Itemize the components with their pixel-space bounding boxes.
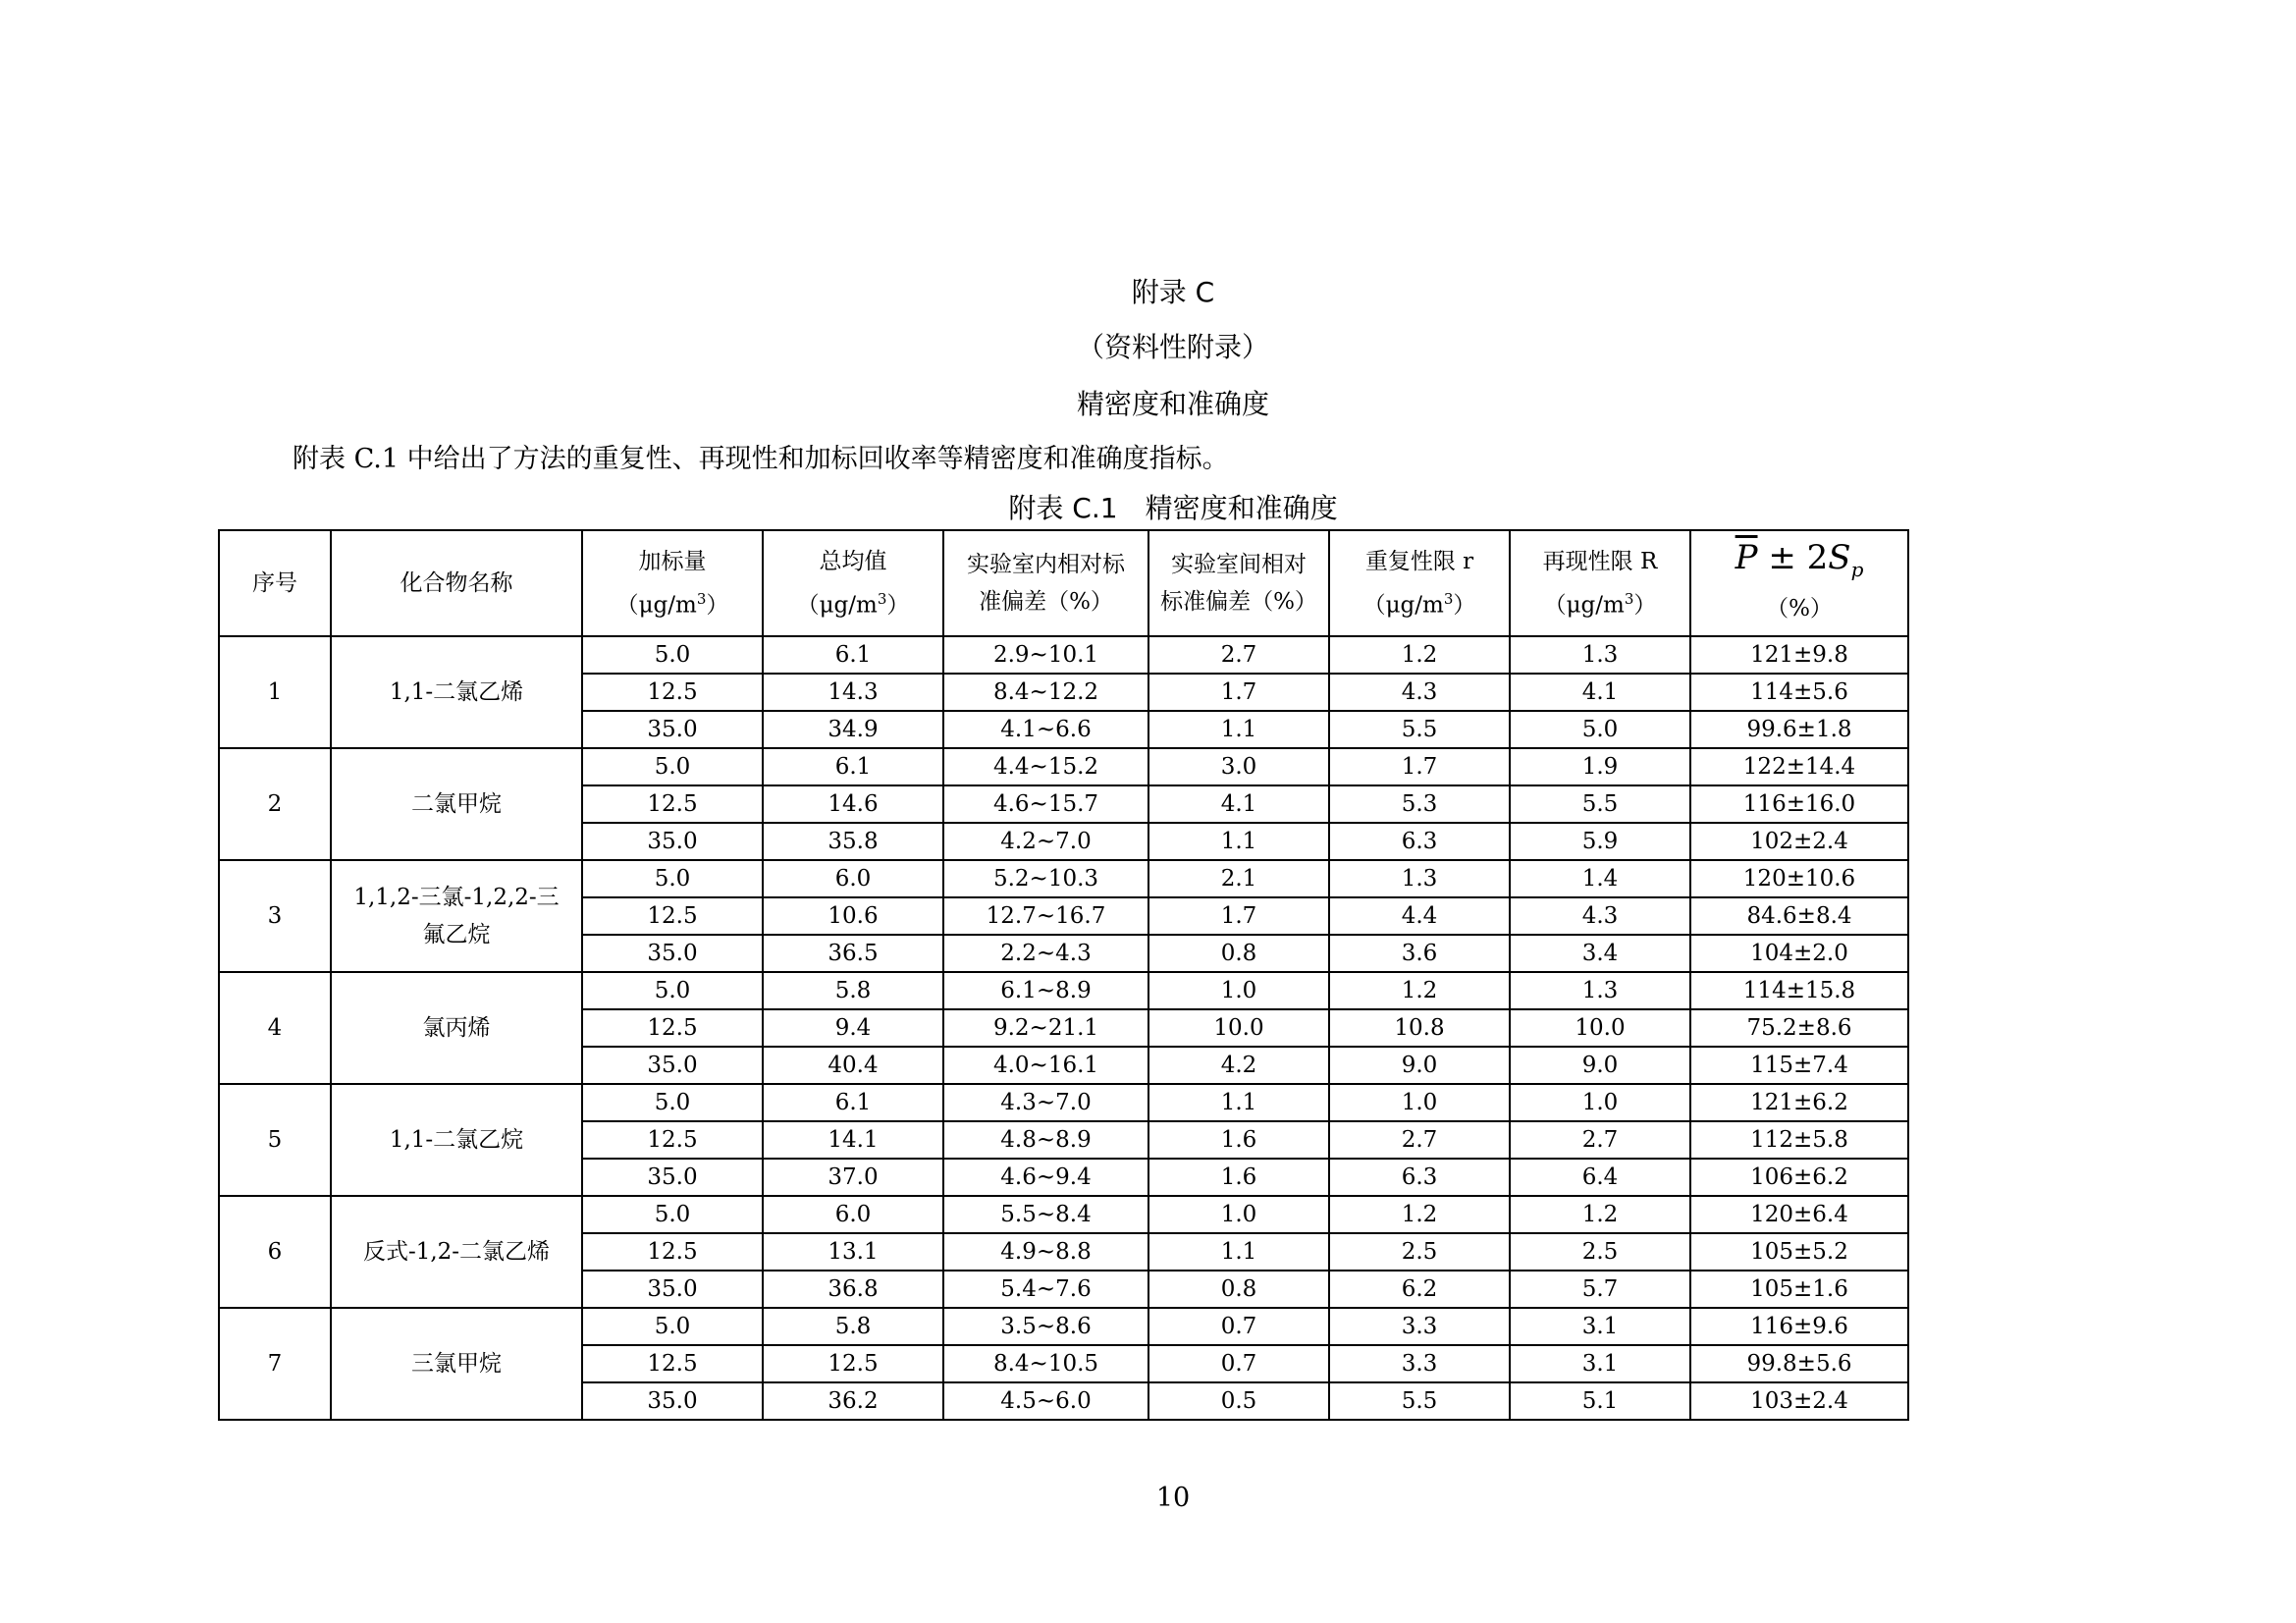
reproducibility-cell: 3.1 xyxy=(1510,1345,1690,1382)
header-within-rsd-line2: 准偏差（%） xyxy=(979,589,1113,615)
table-row xyxy=(219,1196,1908,1233)
within-rsd-cell: 4.3~7.0 xyxy=(943,1084,1148,1121)
header-reprod-unit: （μg/m xyxy=(1543,592,1625,619)
table-row xyxy=(219,636,1908,674)
header-repeat-unit: （μg/m xyxy=(1362,592,1444,619)
header-reprod-unit-sup: 3 xyxy=(1624,589,1634,608)
header-reproducibility-limit xyxy=(1510,530,1690,636)
recovery-cell: 112±5.8 xyxy=(1690,1121,1908,1159)
compound-name-cell: 三氯甲烷 xyxy=(331,1308,582,1420)
compound-name-cell: 二氯甲烷 xyxy=(331,748,582,860)
repeatability-cell: 1.0 xyxy=(1329,1084,1510,1121)
spike-cell: 35.0 xyxy=(582,823,763,860)
reproducibility-cell: 5.1 xyxy=(1510,1382,1690,1420)
mean-cell: 14.3 xyxy=(763,674,943,711)
recovery-cell: 99.8±5.6 xyxy=(1690,1345,1908,1382)
page-number: 10 xyxy=(1155,1483,1191,1513)
intro-paragraph: 附表 C.1 中给出了方法的重复性、再现性和加标回收率等精密度和准确度指标。 xyxy=(293,444,1229,474)
precision-accuracy-table xyxy=(218,529,1909,1421)
within-rsd-cell: 4.2~7.0 xyxy=(943,823,1148,860)
header-spike-amount xyxy=(582,530,763,636)
between-rsd-cell: 1.1 xyxy=(1148,823,1329,860)
mean-cell: 36.2 xyxy=(763,1382,943,1420)
header-repeat-label: 重复性限 r xyxy=(1364,548,1474,574)
within-rsd-cell: 5.5~8.4 xyxy=(943,1196,1148,1233)
repeatability-cell: 1.2 xyxy=(1329,972,1510,1009)
compound-name-cell xyxy=(331,860,582,972)
within-rsd-cell: 8.4~10.5 xyxy=(943,1345,1148,1382)
seq-cell: 7 xyxy=(219,1308,331,1420)
reproducibility-cell: 1.3 xyxy=(1510,972,1690,1009)
between-rsd-cell: 1.6 xyxy=(1148,1121,1329,1159)
mean-cell: 10.6 xyxy=(763,897,943,935)
reproducibility-cell: 5.5 xyxy=(1510,785,1690,823)
spike-cell: 12.5 xyxy=(582,1009,763,1047)
compound-name-cell: 反式-1,2-二氯乙烯 xyxy=(331,1196,582,1308)
reproducibility-cell: 2.5 xyxy=(1510,1233,1690,1271)
mean-cell: 35.8 xyxy=(763,823,943,860)
within-rsd-cell: 8.4~12.2 xyxy=(943,674,1148,711)
header-total-mean xyxy=(763,530,943,636)
header-spike-unit-sup: 3 xyxy=(696,589,707,608)
reproducibility-cell: 1.2 xyxy=(1510,1196,1690,1233)
appendix-title: 附录 C xyxy=(1131,276,1215,308)
spike-cell: 5.0 xyxy=(582,636,763,674)
spike-cell: 35.0 xyxy=(582,1382,763,1420)
recovery-cell: 106±6.2 xyxy=(1690,1159,1908,1196)
within-rsd-cell: 2.9~10.1 xyxy=(943,636,1148,674)
within-rsd-cell: 4.6~9.4 xyxy=(943,1159,1148,1196)
within-rsd-cell: 4.8~8.9 xyxy=(943,1121,1148,1159)
recovery-formula xyxy=(1691,538,1907,589)
header-mean-label: 总均值 xyxy=(819,548,887,574)
spike-cell: 5.0 xyxy=(582,748,763,785)
reproducibility-cell: 1.9 xyxy=(1510,748,1690,785)
reproducibility-cell: 1.3 xyxy=(1510,636,1690,674)
within-rsd-cell: 5.4~7.6 xyxy=(943,1271,1148,1308)
reproducibility-cell: 5.9 xyxy=(1510,823,1690,860)
seq-cell: 6 xyxy=(219,1196,331,1308)
compound-name-cell: 氯丙烯 xyxy=(331,972,582,1084)
between-rsd-cell: 3.0 xyxy=(1148,748,1329,785)
between-rsd-cell: 1.1 xyxy=(1148,1233,1329,1271)
table-row xyxy=(219,748,1908,785)
repeatability-cell: 5.3 xyxy=(1329,785,1510,823)
compound-name-line2: 氟乙烷 xyxy=(422,922,491,947)
recovery-cell: 105±5.2 xyxy=(1690,1233,1908,1271)
within-rsd-cell: 6.1~8.9 xyxy=(943,972,1148,1009)
between-rsd-cell: 0.8 xyxy=(1148,935,1329,972)
header-reprod-unit-close: ） xyxy=(1633,592,1657,619)
header-recovery xyxy=(1690,530,1908,636)
spike-cell: 12.5 xyxy=(582,1345,763,1382)
compound-name-line1: 1,1,2-三氯-1,2,2-三 xyxy=(353,885,560,910)
reproducibility-cell: 9.0 xyxy=(1510,1047,1690,1084)
within-rsd-cell: 3.5~8.6 xyxy=(943,1308,1148,1345)
mean-cell: 6.1 xyxy=(763,1084,943,1121)
repeatability-cell: 5.5 xyxy=(1329,1382,1510,1420)
mean-cell: 9.4 xyxy=(763,1009,943,1047)
recovery-cell: 105±1.6 xyxy=(1690,1271,1908,1308)
repeatability-cell: 6.2 xyxy=(1329,1271,1510,1308)
recovery-formula-p: $\overline{P}$ xyxy=(1735,538,1758,578)
reproducibility-cell: 6.4 xyxy=(1510,1159,1690,1196)
header-repeat-unit-close: ） xyxy=(1453,592,1476,619)
mean-cell: 36.8 xyxy=(763,1271,943,1308)
within-rsd-cell: 4.6~15.7 xyxy=(943,785,1148,823)
recovery-cell: 122±14.4 xyxy=(1690,748,1908,785)
recovery-cell: 104±2.0 xyxy=(1690,935,1908,972)
repeatability-cell: 4.4 xyxy=(1329,897,1510,935)
spike-cell: 35.0 xyxy=(582,711,763,748)
within-rsd-cell: 9.2~21.1 xyxy=(943,1009,1148,1047)
reproducibility-cell: 5.0 xyxy=(1510,711,1690,748)
reproducibility-cell: 2.7 xyxy=(1510,1121,1690,1159)
recovery-cell: 121±6.2 xyxy=(1690,1084,1908,1121)
reproducibility-cell: 3.1 xyxy=(1510,1308,1690,1345)
recovery-cell: 120±6.4 xyxy=(1690,1196,1908,1233)
header-repeat-unit-sup: 3 xyxy=(1443,589,1454,608)
recovery-cell: 120±10.6 xyxy=(1690,860,1908,897)
recovery-formula-s: S xyxy=(1828,538,1851,578)
spike-cell: 12.5 xyxy=(582,785,763,823)
spike-cell: 35.0 xyxy=(582,1159,763,1196)
between-rsd-cell: 1.1 xyxy=(1148,1084,1329,1121)
compound-name-cell: 1,1-二氯乙烷 xyxy=(331,1084,582,1196)
seq-cell: 5 xyxy=(219,1084,331,1196)
seq-cell: 2 xyxy=(219,748,331,860)
table-caption: 附表 C.1 精密度和准确度 xyxy=(1008,492,1338,524)
mean-cell: 6.1 xyxy=(763,748,943,785)
spike-cell: 35.0 xyxy=(582,1047,763,1084)
between-rsd-cell: 2.7 xyxy=(1148,636,1329,674)
reproducibility-cell: 10.0 xyxy=(1510,1009,1690,1047)
appendix-subtitle: （资料性附录） xyxy=(1076,331,1269,363)
recovery-unit: （%） xyxy=(1766,595,1833,622)
table-row xyxy=(219,1084,1908,1121)
repeatability-cell: 3.3 xyxy=(1329,1345,1510,1382)
between-rsd-cell: 2.1 xyxy=(1148,860,1329,897)
spike-cell: 5.0 xyxy=(582,860,763,897)
repeatability-cell: 2.7 xyxy=(1329,1121,1510,1159)
header-within-rsd-line1: 实验室内相对标 xyxy=(967,552,1125,577)
spike-cell: 35.0 xyxy=(582,1271,763,1308)
mean-cell: 14.6 xyxy=(763,785,943,823)
repeatability-cell: 4.3 xyxy=(1329,674,1510,711)
recovery-cell: 99.6±1.8 xyxy=(1690,711,1908,748)
appendix-heading: 精密度和准确度 xyxy=(1076,388,1269,420)
header-compound-name: 化合物名称 xyxy=(331,530,582,636)
table-row xyxy=(219,860,1908,897)
header-spike-label: 加标量 xyxy=(638,548,707,574)
recovery-cell: 84.6±8.4 xyxy=(1690,897,1908,935)
repeatability-cell: 5.5 xyxy=(1329,711,1510,748)
mean-cell: 5.8 xyxy=(763,972,943,1009)
mean-cell: 12.5 xyxy=(763,1345,943,1382)
recovery-cell: 116±9.6 xyxy=(1690,1308,1908,1345)
seq-cell: 4 xyxy=(219,972,331,1084)
seq-cell: 3 xyxy=(219,860,331,972)
within-rsd-cell: 5.2~10.3 xyxy=(943,860,1148,897)
spike-cell: 5.0 xyxy=(582,1196,763,1233)
header-spike-unit-close: ） xyxy=(706,592,729,619)
header-between-lab-rsd xyxy=(1148,530,1329,636)
recovery-formula-sub: p xyxy=(1850,557,1864,581)
mean-cell: 36.5 xyxy=(763,935,943,972)
spike-cell: 5.0 xyxy=(582,1084,763,1121)
mean-cell: 5.8 xyxy=(763,1308,943,1345)
between-rsd-cell: 1.0 xyxy=(1148,1196,1329,1233)
mean-cell: 13.1 xyxy=(763,1233,943,1271)
within-rsd-cell: 4.9~8.8 xyxy=(943,1233,1148,1271)
within-rsd-cell: 2.2~4.3 xyxy=(943,935,1148,972)
reproducibility-cell: 4.3 xyxy=(1510,897,1690,935)
spike-cell: 5.0 xyxy=(582,972,763,1009)
between-rsd-cell: 4.1 xyxy=(1148,785,1329,823)
between-rsd-cell: 4.2 xyxy=(1148,1047,1329,1084)
table-row xyxy=(219,1308,1908,1345)
recovery-cell: 102±2.4 xyxy=(1690,823,1908,860)
recovery-cell: 114±15.8 xyxy=(1690,972,1908,1009)
header-between-rsd-line2: 标准偏差（%） xyxy=(1160,589,1317,615)
header-spike-unit: （μg/m xyxy=(615,592,697,619)
reproducibility-cell: 5.7 xyxy=(1510,1271,1690,1308)
header-reprod-label: 再现性限 R xyxy=(1542,548,1658,574)
table-row xyxy=(219,972,1908,1009)
within-rsd-cell: 4.5~6.0 xyxy=(943,1382,1148,1420)
repeatability-cell: 1.7 xyxy=(1329,748,1510,785)
between-rsd-cell: 1.7 xyxy=(1148,897,1329,935)
mean-cell: 6.1 xyxy=(763,636,943,674)
recovery-cell: 115±7.4 xyxy=(1690,1047,1908,1084)
mean-cell: 37.0 xyxy=(763,1159,943,1196)
table-header-row xyxy=(219,530,1908,636)
spike-cell: 12.5 xyxy=(582,1233,763,1271)
repeatability-cell: 6.3 xyxy=(1329,1159,1510,1196)
between-rsd-cell: 10.0 xyxy=(1148,1009,1329,1047)
spike-cell: 5.0 xyxy=(582,1308,763,1345)
reproducibility-cell: 1.0 xyxy=(1510,1084,1690,1121)
between-rsd-cell: 1.1 xyxy=(1148,711,1329,748)
recovery-cell: 114±5.6 xyxy=(1690,674,1908,711)
repeatability-cell: 1.2 xyxy=(1329,1196,1510,1233)
repeatability-cell: 2.5 xyxy=(1329,1233,1510,1271)
seq-cell: 1 xyxy=(219,636,331,748)
spike-cell: 35.0 xyxy=(582,935,763,972)
mean-cell: 6.0 xyxy=(763,1196,943,1233)
within-rsd-cell: 12.7~16.7 xyxy=(943,897,1148,935)
between-rsd-cell: 0.5 xyxy=(1148,1382,1329,1420)
repeatability-cell: 9.0 xyxy=(1329,1047,1510,1084)
mean-cell: 6.0 xyxy=(763,860,943,897)
repeatability-cell: 3.3 xyxy=(1329,1308,1510,1345)
mean-cell: 34.9 xyxy=(763,711,943,748)
header-mean-unit-close: ） xyxy=(886,592,910,619)
between-rsd-cell: 0.7 xyxy=(1148,1345,1329,1382)
recovery-cell: 75.2±8.6 xyxy=(1690,1009,1908,1047)
header-between-rsd-line1: 实验室间相对 xyxy=(1171,552,1307,577)
within-rsd-cell: 4.4~15.2 xyxy=(943,748,1148,785)
repeatability-cell: 3.6 xyxy=(1329,935,1510,972)
between-rsd-cell: 0.7 xyxy=(1148,1308,1329,1345)
reproducibility-cell: 1.4 xyxy=(1510,860,1690,897)
between-rsd-cell: 1.7 xyxy=(1148,674,1329,711)
compound-name-cell: 1,1-二氯乙烯 xyxy=(331,636,582,748)
header-mean-unit: （μg/m xyxy=(796,592,878,619)
between-rsd-cell: 1.6 xyxy=(1148,1159,1329,1196)
spike-cell: 12.5 xyxy=(582,897,763,935)
header-repeatability-limit xyxy=(1329,530,1510,636)
reproducibility-cell: 3.4 xyxy=(1510,935,1690,972)
recovery-cell: 116±16.0 xyxy=(1690,785,1908,823)
between-rsd-cell: 0.8 xyxy=(1148,1271,1329,1308)
repeatability-cell: 10.8 xyxy=(1329,1009,1510,1047)
mean-cell: 14.1 xyxy=(763,1121,943,1159)
mean-cell: 40.4 xyxy=(763,1047,943,1084)
recovery-cell: 121±9.8 xyxy=(1690,636,1908,674)
within-rsd-cell: 4.0~16.1 xyxy=(943,1047,1148,1084)
recovery-cell: 103±2.4 xyxy=(1690,1382,1908,1420)
recovery-formula-pm: ± 2 xyxy=(1757,538,1829,578)
repeatability-cell: 1.2 xyxy=(1329,636,1510,674)
repeatability-cell: 6.3 xyxy=(1329,823,1510,860)
header-seq: 序号 xyxy=(219,530,331,636)
between-rsd-cell: 1.0 xyxy=(1148,972,1329,1009)
reproducibility-cell: 4.1 xyxy=(1510,674,1690,711)
repeatability-cell: 1.3 xyxy=(1329,860,1510,897)
spike-cell: 12.5 xyxy=(582,1121,763,1159)
within-rsd-cell: 4.1~6.6 xyxy=(943,711,1148,748)
header-mean-unit-sup: 3 xyxy=(877,589,887,608)
spike-cell: 12.5 xyxy=(582,674,763,711)
header-within-lab-rsd xyxy=(943,530,1148,636)
